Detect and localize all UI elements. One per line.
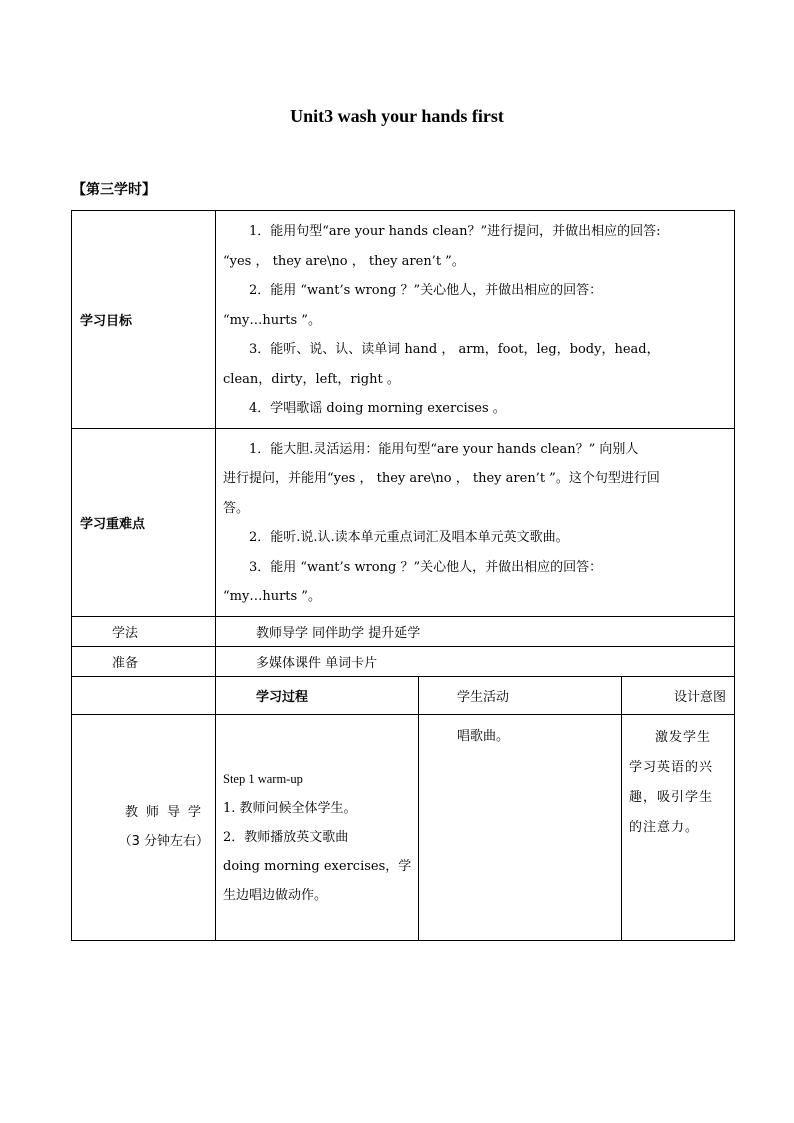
teach-label-line2: （3 分钟左右） [118, 834, 209, 849]
method-label: 学法 [72, 616, 216, 646]
method-value: 教师导学 同伴助学 提升延学 [216, 616, 735, 646]
process-line: 1. 教师问候全体学生。 [223, 800, 357, 816]
goals-line: 1．能用句型“are your hands clean？”进行提问，并做出相应的回答: [249, 224, 661, 239]
teach-label-line1: 教师导学 [124, 805, 209, 820]
goals-content [216, 211, 735, 429]
teach-label [72, 714, 216, 940]
lesson-plan-table [71, 210, 735, 941]
goals-line: “my…hurts ”。 [223, 312, 321, 328]
goals-line: 2．能用 “want’s wrong ？”关心他人，并做出相应的回答： [249, 283, 603, 298]
design-line: 学习英语的兴 [629, 759, 714, 775]
prep-value: 多媒体课件 单词卡片 [216, 646, 735, 676]
goals-line: clean，dirty，left，right 。 [223, 371, 400, 387]
process-line: 生边唱边做动作。 [223, 887, 328, 903]
design-line: 趣，吸引学生 [629, 789, 714, 805]
difficulties-row [72, 428, 735, 616]
teach-activity: 唱歌曲。 [419, 714, 622, 940]
process-line: Step 1 warm-up [223, 771, 303, 786]
prep-row [72, 646, 735, 676]
teach-row [72, 714, 735, 940]
method-row [72, 616, 735, 646]
goals-line: “yes ， they are\no ， they aren’t ”。 [223, 253, 465, 269]
header-process: 学习过程 [216, 676, 419, 714]
prep-label: 准备 [72, 646, 216, 676]
section-heading: 【第三学时】 [72, 182, 156, 198]
difficulties-line: 3．能用 “want’s wrong ？”关心他人，并做出相应的回答： [249, 559, 603, 575]
design-line: 激发学生 [655, 729, 712, 745]
difficulties-label: 学习重难点 [72, 428, 216, 616]
process-line: doing morning exercises，学 [223, 858, 412, 874]
difficulties-line: “my…hurts ”。 [223, 589, 321, 604]
goals-line: 3．能听、说、认、读单词 hand ， arm，foot，leg，body，head， [249, 342, 660, 357]
header-empty-cell [72, 676, 216, 714]
design-line: 的注意力。 [629, 819, 700, 835]
goals-row [72, 211, 735, 429]
difficulties-content [216, 428, 735, 616]
page-title: Unit3 wash your hands first [290, 106, 504, 126]
teach-process [216, 714, 419, 940]
header-design: 设计意图 [622, 676, 735, 714]
process-line: 2．教师播放英文歌曲 [223, 829, 349, 845]
difficulties-line: 进行提问，并能用“yes ， they are\no ， they aren’t ”。这个句型进行回 [223, 471, 660, 486]
goals-line: 4．学唱歌谣 doing morning exercises 。 [249, 401, 506, 416]
goals-label: 学习目标 [72, 211, 216, 429]
difficulties-line: 1．能大胆.灵活运用：能用句型“are your hands clean？” 向别人 [249, 441, 639, 457]
difficulties-line: 2．能听.说.认.读本单元重点词汇及唱本单元英文歌曲。 [249, 530, 569, 545]
header-activity: 学生活动 [419, 676, 622, 714]
teach-design [622, 714, 735, 940]
process-header-row [72, 676, 735, 714]
difficulties-line: 答。 [223, 500, 250, 516]
